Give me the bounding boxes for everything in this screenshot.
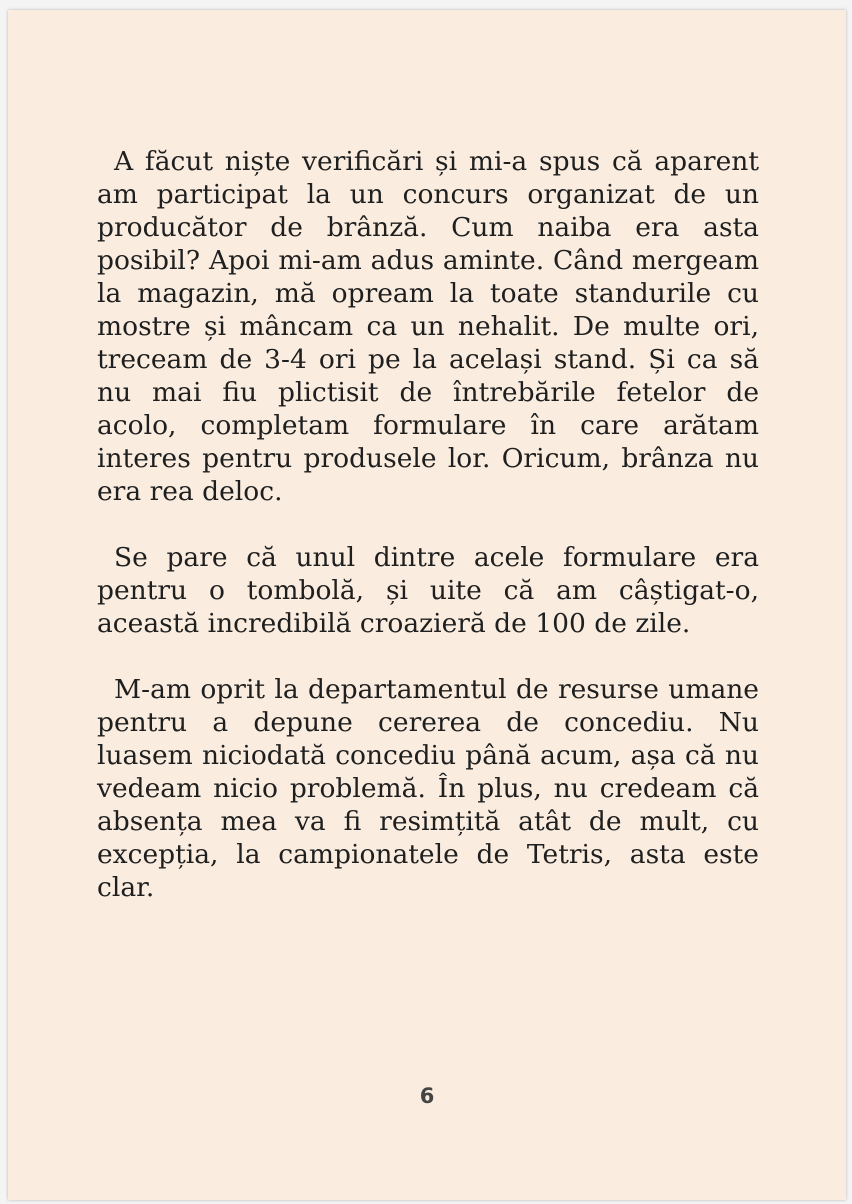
paragraph-3: M-am oprit la departamentul de resurse umane pentru a depune cererea de concediu. Nu luasem niciodată concediu până acum, așa că nu vedeam nicio problemă. În plus, nu credeam că absența mea va fi resimțită atât de mult, cu excepția, la campionatele de Tetris, asta este clar. [97, 674, 759, 903]
paragraph-2: Se pare că unul dintre acele formulare era pentru o tombolă, și uite că am câștigat-o, această incredibilă croazieră de 100 de zile. [97, 542, 759, 639]
page-number: 6 [419, 1084, 435, 1108]
book-page [8, 10, 846, 1200]
page-body [97, 145, 759, 904]
paragraph-1: A făcut niște verificări și mi-a spus că aparent am participat la un concurs organizat de un producător de brânză. Cum naiba era asta posibil? Apoi mi-am adus aminte. Când mergeam la magazin, mă opream la toate standurile cu mostre și mâncam ca un nehalit. De multe ori, treceam de 3-4 ori pe la același stand. Și ca să nu mai fiu plictisit de întrebările fetelor de acolo, completam formulare în care arătam interes pentru produsele lor. Oricum, brânza nu era rea deloc. [97, 146, 759, 507]
